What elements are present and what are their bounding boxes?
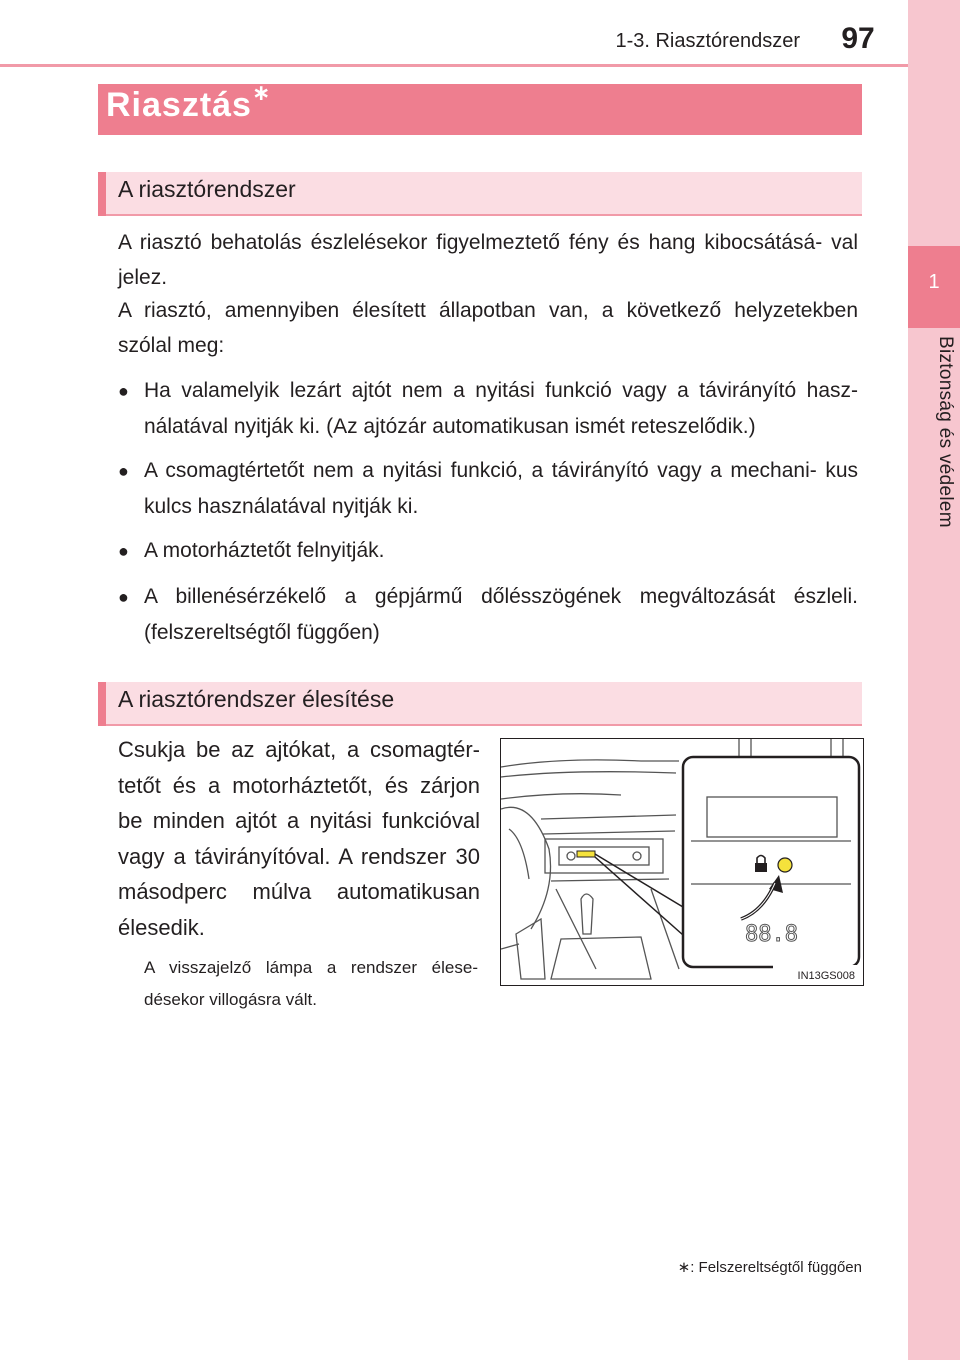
bullet-icon: ● [118, 461, 129, 481]
list-item [118, 579, 858, 651]
title-asterisk-icon: ∗ [251, 80, 272, 105]
footnote-text: : Felszereltségtől függően [690, 1259, 862, 1276]
section-heading-bar [98, 172, 862, 216]
body-paragraph: Csukja be az ajtókat, a csomagtér- tetőt és a motorháztetőt, és zárjon be minden ajtót a nyitási funkcióval vagy a távirányítóval. A rendszer 30 másodperc múlva automatikusan élesedik. [118, 737, 480, 940]
list-item-text: A csomagtértetőt nem a nyitási funkció, a távirányító vagy a mechani- kus kulcs használatával nyitják ki. [144, 459, 858, 518]
dashboard-drawing [501, 739, 863, 985]
bullet-icon: ● [118, 381, 129, 401]
intro-paragraph: A riasztó, amennyiben élesített állapotban van, a következő helyzetekben szólal meg: [118, 299, 858, 357]
page-title [106, 80, 272, 125]
page-number: 97 [841, 22, 875, 55]
list-item [118, 453, 858, 525]
list-item-text: A billenésérzékelő a gépjármű dőlésszögének megváltozását észleli. (felszereltségtől függően) [144, 585, 858, 644]
section-heading-bar [98, 682, 862, 726]
figure-code: IN13GS008 [797, 970, 855, 982]
list-item [118, 533, 858, 569]
heading-accent [98, 172, 106, 216]
chapter-label: Biztonság és védelem [935, 336, 956, 528]
header-section-title: 1-3. Riasztórendszer [615, 30, 800, 52]
section-heading: A riasztórendszer élesítése [118, 686, 395, 712]
heading-accent [98, 682, 106, 726]
header-divider [0, 64, 908, 67]
dashboard-illustration [500, 738, 864, 986]
clock-display: 88.8 [745, 922, 798, 947]
bullet-icon: ● [118, 587, 129, 607]
section-heading: A riasztórendszer [118, 176, 296, 202]
chapter-tab[interactable]: 1 [908, 246, 960, 328]
intro-paragraph: A riasztó behatolás észlelésekor figyelmeztető fény és hang kibocsátásá- val jelez. [118, 231, 858, 289]
note-paragraph: A visszajelző lámpa a rendszer élese- désekor villogásra vált. [144, 958, 478, 1009]
side-strip [908, 0, 960, 1360]
page-title-text: Riasztás [106, 86, 252, 124]
list-item-text: Ha valamelyik lezárt ajtót nem a nyitási funkció vagy a távirányító hasz- nálatával nyitják ki. (Az ajtózár automatikusan ismét reteszelődik.) [144, 379, 858, 438]
footnote-asterisk-icon: ∗ [677, 1259, 691, 1276]
list-item-text: A motorháztetőt felnyitják. [144, 539, 385, 562]
list-item [118, 373, 858, 445]
footnote [560, 1258, 862, 1276]
bullet-icon: ● [118, 541, 129, 561]
